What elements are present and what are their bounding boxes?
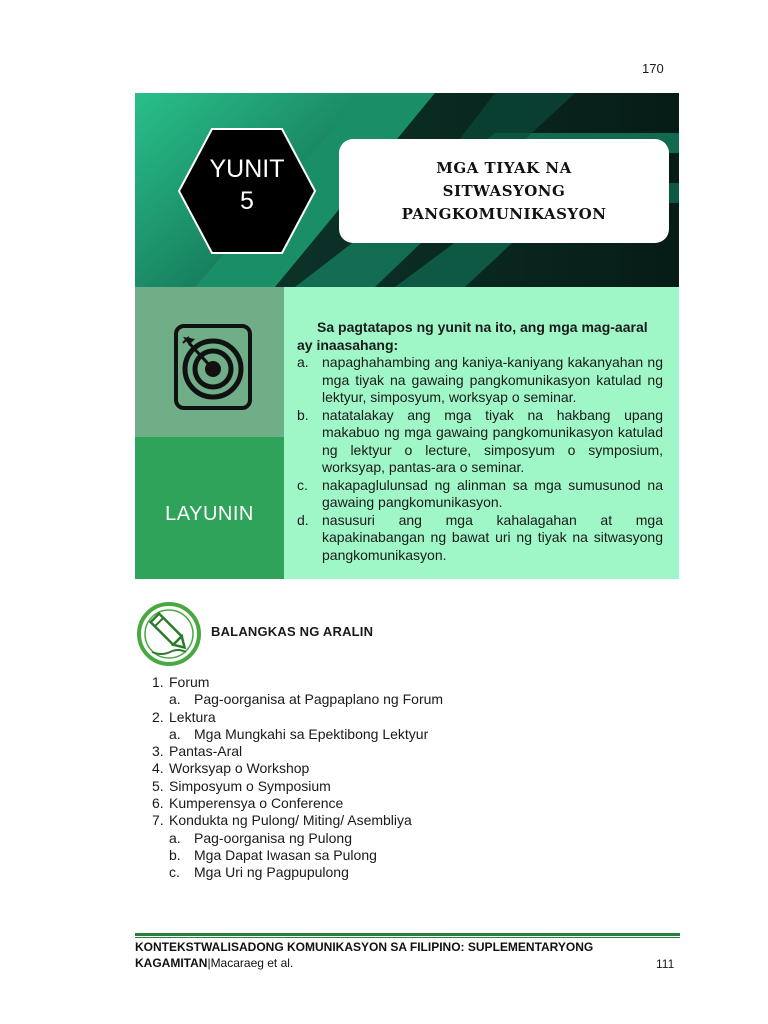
objectives-text-panel (284, 287, 679, 579)
unit-title-line: SITWASYONG (442, 181, 566, 200)
objective-marker: a. (297, 354, 309, 370)
unit-badge (177, 127, 317, 255)
outline-item (152, 674, 443, 691)
objective-text: napaghahambing ang kaniya-kaniyang kakanyahan ng mga tiyak na gawaing pangkomunikasyon katulad ng lektyur, simposyum, worksyap o seminar. (322, 354, 663, 405)
outline-number: 1. (152, 674, 164, 690)
outline-subitem (152, 847, 443, 864)
outline-subitem (152, 726, 443, 743)
footer-separator: | (207, 956, 211, 970)
outline-number: 5. (152, 777, 164, 794)
footer-title-line: KAGAMITAN (135, 956, 208, 970)
outline-text: Simposyum o Symposium (169, 777, 331, 794)
unit-title-line: PANGKOMUNIKASYON (401, 204, 607, 223)
objective-item (297, 407, 663, 477)
objectives-label: LAYUNIN (165, 502, 254, 525)
objective-item (297, 512, 663, 565)
outline-sub-marker: c. (169, 864, 180, 881)
outline-text: Kondukta ng Pulong/ Miting/ Asembliya (169, 812, 412, 829)
pencil-icon (136, 598, 202, 670)
objective-marker: b. (297, 406, 309, 423)
target-icon (173, 323, 253, 411)
outline-sub-text: Mga Dapat Iwasan sa Pulong (194, 846, 377, 863)
outline-number: 4. (152, 760, 164, 777)
outline-text: Pantas-Aral (169, 743, 243, 760)
objectives-label-panel (135, 437, 284, 579)
objective-marker: d. (297, 511, 309, 528)
objective-item (297, 354, 663, 407)
footer-rule (135, 937, 680, 938)
objective-text: nakapaglulunsad ng alinman sa mga sumusunod na gawaing pangkomunikasyon. (322, 476, 663, 510)
objectives-icon-panel (135, 287, 284, 437)
outline-sub-marker: a. (169, 829, 181, 846)
outline-item (152, 760, 443, 777)
unit-title-box (339, 139, 669, 243)
unit-number: 5 (240, 187, 254, 215)
outline-text: Forum (169, 674, 210, 690)
outline-sub-text: Pag-oorganisa ng Pulong (194, 829, 353, 846)
unit-word: YUNIT (209, 155, 285, 183)
outline-number: 6. (152, 795, 164, 812)
outline-sub-text: Mga Mungkahi sa Epektibong Lektyur (194, 725, 429, 742)
outline-sub-marker: a. (169, 725, 181, 742)
outline-sub-marker: b. (169, 846, 181, 863)
outline-subitem (152, 691, 443, 708)
objective-text: nasusuri ang mga kahalagahan at mga kapakinabangan ng bawat uri ng tiyak na sitwasyong pangkomunikasyon. (322, 511, 663, 563)
outline-subitem (152, 864, 443, 881)
outline-item (152, 778, 443, 795)
objective-marker: c. (297, 476, 308, 493)
outline-number: 2. (152, 708, 164, 725)
outline-sub-text: Pag-oorganisa at Pagpaplano ng Forum (194, 691, 444, 708)
outline-text: Kumperensya o Conference (169, 795, 344, 812)
objectives-list (297, 354, 663, 564)
outline-text: Lektura (169, 708, 216, 725)
outline-list (152, 674, 443, 882)
outline-text: Worksyap o Workshop (169, 760, 310, 777)
footer-rule (135, 933, 680, 936)
outline-item (152, 709, 443, 726)
unit-banner (135, 93, 679, 287)
outline-sub-marker: a. (169, 691, 181, 708)
objective-text: natatalakay ang mga tiyak na hakbang upang makabuo ng mga gawaing pangkomunikasyon katulad ng lektyur o lecture, simposyum o symposium, worksyap, pantas-ara o seminar. (322, 406, 663, 475)
top-page-number: 170 (642, 61, 664, 76)
outline-sub-text: Mga Uri ng Pagpupulong (194, 864, 349, 881)
unit-title (374, 157, 634, 226)
footer-page-number: 111 (656, 957, 675, 971)
outline-item (152, 795, 443, 812)
outline-subitem (152, 830, 443, 847)
outline-heading: BALANGKAS NG ARALIN (211, 624, 374, 639)
objectives-intro: Sa pagtatapos ng yunit na ito, ang mga mag-aaral ay inaasahang: (297, 319, 648, 353)
footer-title (135, 939, 635, 971)
outline-number: 3. (152, 743, 164, 760)
unit-title-line: MGA TIYAK NA (436, 158, 572, 177)
footer-author: Macaraeg et al. (210, 956, 294, 970)
outline-number: 7. (152, 812, 164, 829)
objective-item (297, 477, 663, 512)
outline-item (152, 812, 443, 829)
footer-title-line: KONTEKSTWALISADONG KOMUNIKASYON SA FILIPINO: SUPLEMENTARYONG (135, 940, 594, 954)
outline-item (152, 743, 443, 760)
